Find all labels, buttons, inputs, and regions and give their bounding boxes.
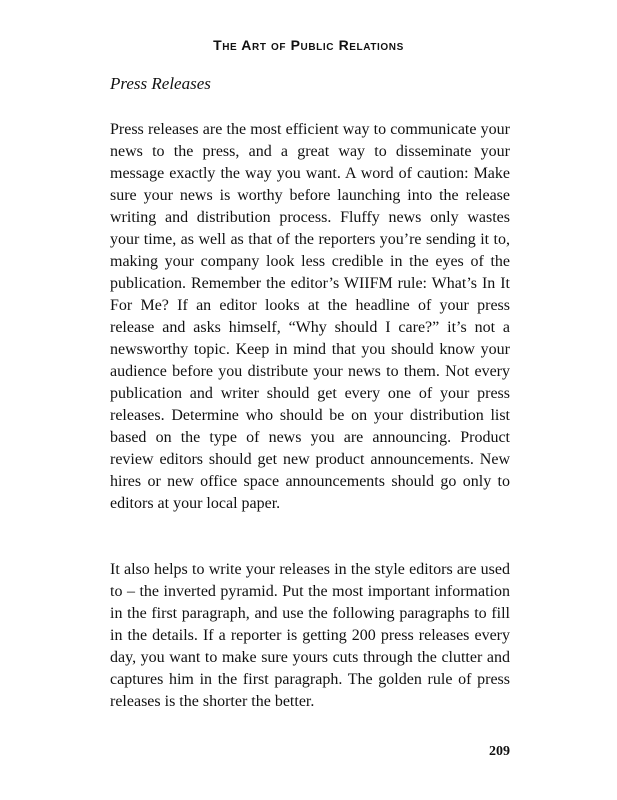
page-number: 209 xyxy=(489,744,510,759)
body-paragraph-1: Press releases are the most efficient way to communicate your news to the press, and a great way to disseminate your message exactly the way you want. A word of caution: Make sure your news is worthy before launching into the release writing and distribution process. Fluffy news only wastes your time, as well as that of the reporters you’re sending it to, making your company look less credible in the eyes of the publication. Remember the editor’s WIIFM rule: What’s In It For Me? If an editor looks at the headline of your press release and asks himself, “Why should I care?” it’s not a newsworthy topic. Keep in mind that you should know your audience before you distribute your news to them. Not every publication and writer should get every one of your press releases. Determine who should be on your distribution list based on the type of news you are announcing. Product review editors should get new product announcements. New hires or new office space announcements should go only to editors at your local paper. xyxy=(110,121,510,512)
running-header-title: The Art of Public Relations xyxy=(213,37,404,53)
section-heading: Press Releases xyxy=(110,74,211,93)
body-paragraph-2: It also helps to write your releases in the style editors are used to – the inverted pyramid. Put the most important information in the first paragraph, and use the following paragraphs to fill in the details. If a reporter is getting 200 press releases every day, you want to make sure yours cuts through the clutter and captures him in the first paragraph. The golden rule of press releases is the shorter the better. xyxy=(110,561,510,710)
